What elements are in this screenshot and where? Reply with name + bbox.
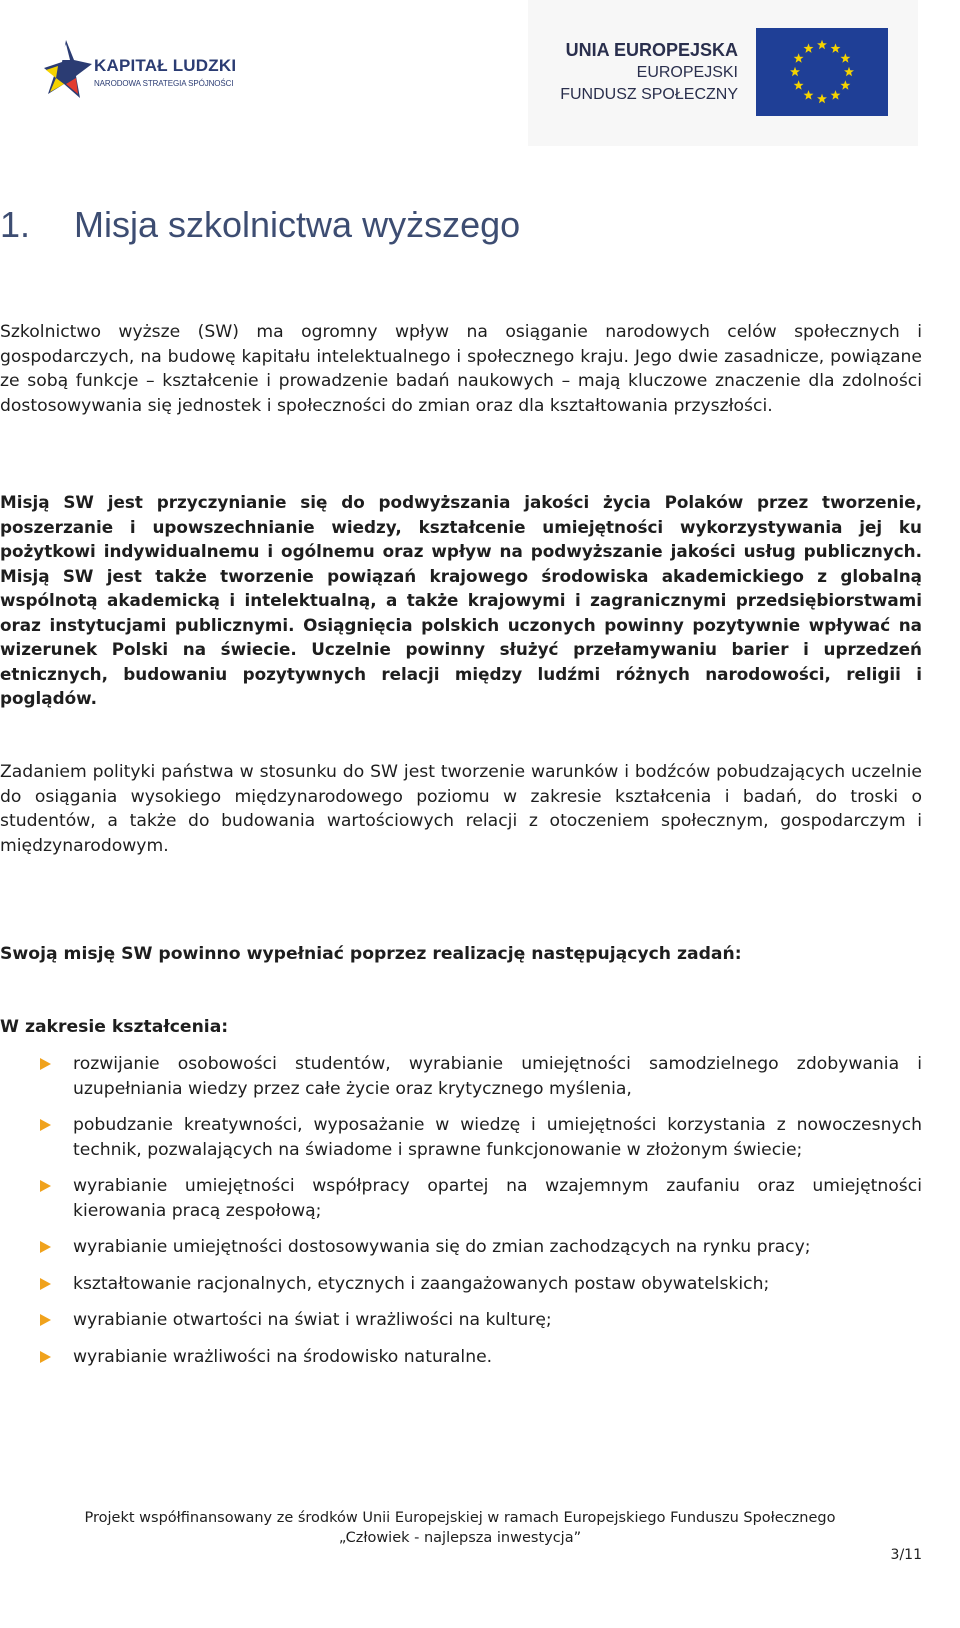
eu-flag-icon (756, 28, 888, 116)
list-item-text: pobudzanie kreatywności, wyposażanie w wiedzę i umiejętności korzystania z nowoczesnych technik, pozwalających na świadome i sprawne funkcjonowanie w złożonym świecie; (73, 1115, 922, 1160)
section-number: 1. (0, 204, 31, 245)
list-item (0, 1174, 922, 1223)
list-item (0, 1235, 922, 1260)
kapital-ludzki-star-icon (36, 34, 96, 106)
list-item (0, 1345, 922, 1370)
eu-logo-line-3: FUNDUSZ SPOŁECZNY (560, 86, 738, 103)
paragraph-intro: Szkolnictwo wyższe (SW) ma ogromny wpływ na osiąganie narodowych celów społecznych i gospodarczych, na budowę kapitału intelektualnego i społecznego kraju. Jego dwie zasadnicze, powiązane ze sobą funkcje – kształcenie i prowadzenie badań naukowych – mają kluczowe znaczenie dla zdolności dostosowywania się jednostek i społeczności do zmian oraz dla kształtowania przyszłości. (0, 322, 922, 416)
paragraph-education-scope: W zakresie kształcenia: (0, 1017, 229, 1037)
kapital-ludzki-title: KAPITAŁ LUDZKI (94, 56, 237, 75)
list-item-text: rozwijanie osobowości studentów, wyrabianie umiejętności samodzielnego zdobywania i uzupełniania wiedzy przez całe życie oraz krytycznego myślenia, (73, 1054, 922, 1099)
bullet-arrow-icon (40, 1058, 51, 1070)
bullet-arrow-icon (40, 1180, 51, 1192)
bullet-arrow-icon (40, 1119, 51, 1131)
eu-logo-line-1: UNIA EUROPEJSKA (565, 40, 738, 60)
paragraph-tasks-intro: Swoją misję SW powinno wypełniać poprzez realizację następujących zadań: (0, 944, 742, 964)
list-item-text: wyrabianie wrażliwości na środowisko naturalne. (73, 1346, 493, 1367)
bullet-arrow-icon (40, 1278, 51, 1290)
list-item (0, 1113, 922, 1162)
bullet-arrow-icon (40, 1241, 51, 1253)
eu-logo-line-2: EUROPEJSKI (636, 64, 738, 81)
kapital-ludzki-logo (36, 34, 256, 106)
bullet-arrow-icon (40, 1314, 51, 1326)
footer-funding-line: Projekt współfinansowany ze środków Unii Europejskiej w ramach Europejskiego Funduszu Społecznego (84, 1510, 836, 1526)
education-tasks-list (0, 1052, 922, 1369)
kapital-ludzki-subtitle: NARODOWA STRATEGIA SPÓJNOŚCI (94, 79, 234, 88)
section-heading (0, 204, 520, 246)
section-title: Misja szkolnictwa wyższego (74, 204, 521, 245)
page-footer (0, 1508, 920, 1548)
list-item-text: kształtowanie racjonalnych, etycznych i zaangażowanych postaw obywatelskich; (73, 1273, 770, 1294)
page-number: 3/11 (890, 1547, 922, 1563)
list-item (0, 1308, 922, 1333)
paragraph-state-policy: Zadaniem polityki państwa w stosunku do SW jest tworzenie warunków i bodźców pobudzających uczelnie do osiągania wysokiego międzynarodowego poziomu w zakresie kształcenia i badań, do troski o studentów, a także do budowania wartościowych relacji z otoczeniem społecznym, gospodarczym i międzynarodowym. (0, 762, 922, 856)
eu-social-fund-logo (528, 0, 918, 146)
list-item (0, 1272, 922, 1297)
list-item-text: wyrabianie umiejętności współpracy opartej na wzajemnym zaufaniu oraz umiejętności kierowania pracą zespołową; (73, 1176, 922, 1221)
footer-slogan: „Człowiek - najlepsza inwestycja” (338, 1530, 582, 1546)
list-item (0, 1052, 922, 1101)
paragraph-mission: Misją SW jest przyczynianie się do podwyższania jakości życia Polaków przez tworzenie, poszerzanie i upowszechnianie wiedzy, kształcenie umiejętności wykorzystywania jej ku pożytkowi indywidualnemu i ogólnemu oraz wpływ na podwyższanie jakości usług publicznych. Misją SW jest także tworzenie powiązań krajowego środowiska akademickiego z globalną wspólnotą akademicką i intelektualną, a także krajowymi i zagranicznymi przedsiębiorstwami oraz instytucjami publicznymi. Osiągnięcia polskich uczonych powinny pozytywnie wpływać na wizerunek Polski na świecie. Uczelnie powinny służyć przełamywaniu barier i uprzedzeń etnicznych, budowaniu pozytywnych relacji między ludźmi różnych narodowości, religii i poglądów. (0, 492, 922, 708)
bullet-arrow-icon (40, 1351, 51, 1363)
list-item-text: wyrabianie otwartości na świat i wrażliwości na kulturę; (73, 1310, 552, 1330)
list-item-text: wyrabianie umiejętności dostosowywania się do zmian zachodzących na rynku pracy; (73, 1237, 811, 1257)
